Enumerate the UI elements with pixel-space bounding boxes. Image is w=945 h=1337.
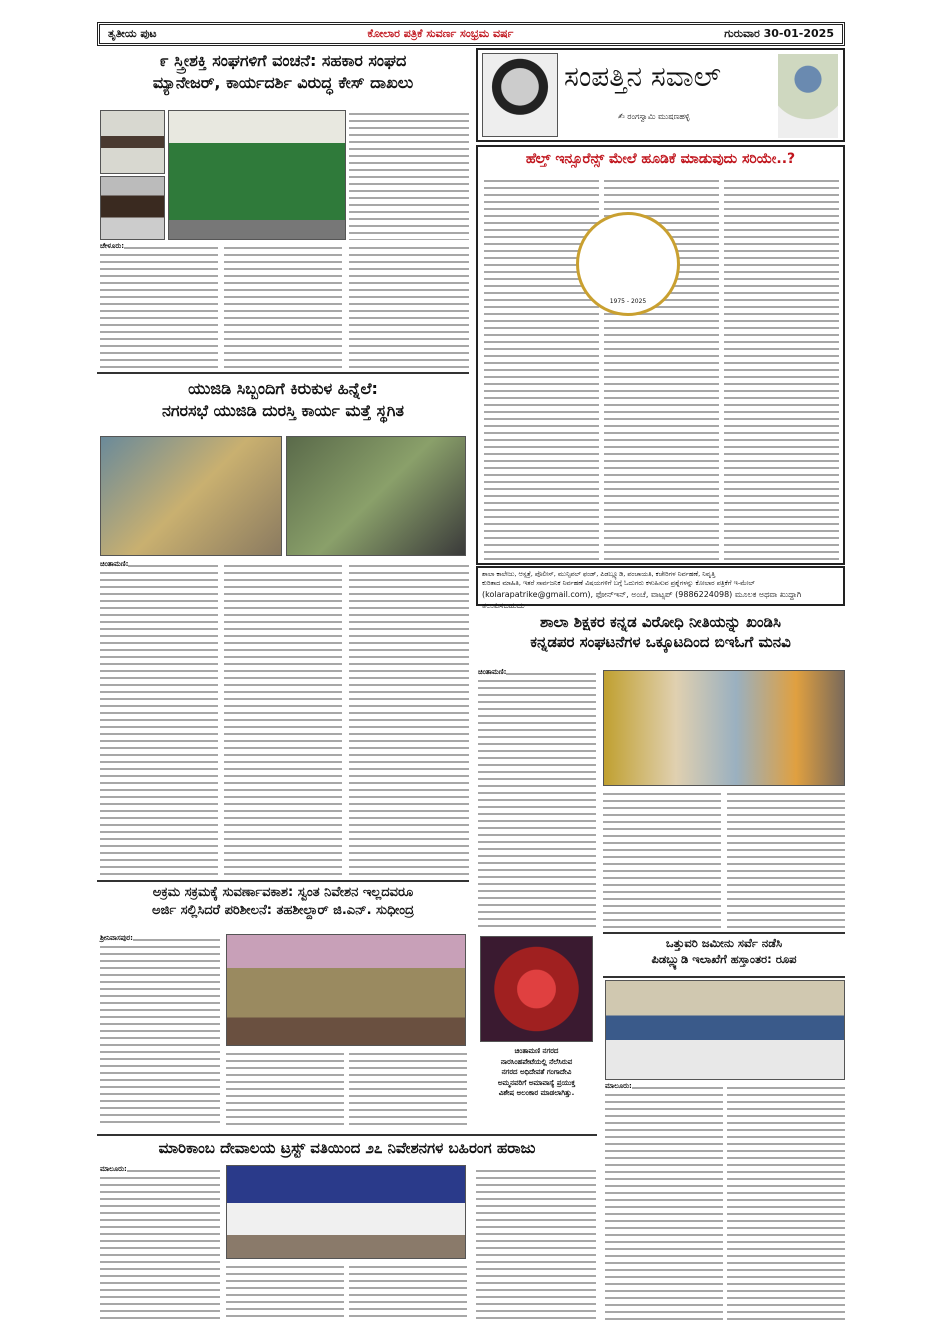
dateline: ಶ್ರೀನಿವಾಸಪುರ: [100, 934, 133, 942]
headline-line: ಕನ್ನಡಪರ ಸಂಘಟನೆಗಳ ಒಕ್ಕೂಟದಿಂದ ಬಿಇಓಗೆ ಮನವಿ [530, 633, 791, 652]
goddess-photo [480, 936, 593, 1042]
body-text [100, 562, 218, 876]
body-text [727, 790, 845, 928]
anniversary-logo [576, 212, 680, 316]
trust-meeting-photo [226, 1165, 466, 1259]
dateline: ಮಾಲೂರು: [605, 1082, 632, 1090]
body-text [349, 562, 469, 876]
protest-photo [603, 670, 845, 786]
body-text [349, 244, 469, 368]
body-text [349, 1263, 467, 1320]
caption-line: ವಿಶೇಷ ಅಲಂಕಾರ ಮಾಡಲಾಗಿತ್ತು. [498, 1089, 575, 1097]
dateline: ಮಾಲೂರು: [100, 1165, 127, 1173]
story5-headline [603, 936, 845, 967]
column-author: ✍ ರಂಗಸ್ವಾಮಿ ಮುಷಣಹಳ್ಳಿ [618, 112, 690, 121]
ugd-photo [286, 436, 466, 556]
headline-line: ಒತ್ತುವರಿ ಜಮೀನು ಸರ್ವೆ ನಡೆಸಿ [665, 936, 783, 950]
body-text [100, 1167, 220, 1320]
headline-line: ನಗರಸಭೆ ಯುಜಿಡಿ ದುರಸ್ತಿ ಕಾರ್ಯ ಮತ್ತೆ ಸ್ಥಗಿತ [161, 400, 405, 420]
money-plant-icon [778, 54, 838, 138]
headline-line: ಅಕ್ರಮ ಸಕ್ರಮಕ್ಕೆ ಸುವರ್ಣಾವಕಾಶ: ಸ್ವಂತ ನಿವೇಶನ ಇಲ್ಲದವರೂ [152, 885, 414, 900]
page-number: ತೃತೀಯ ಪುಟ [108, 27, 157, 40]
body-text [724, 177, 839, 561]
date: ಗುರುವಾರ 30-01-2025 [724, 27, 834, 40]
headline-line: ಮ್ಯಾನೇಜರ್, ಕಾರ್ಯದರ್ಶಿ ವಿರುದ್ಧ ಕೇಸ್ ದಾಖಲು [152, 72, 414, 92]
story6-headline: ಮಾರಿಕಾಂಬ ದೇವಾಲಯ ಟ್ರಸ್ಟ್ ವತಿಯಿಂದ ೨೭ ನಿವೇಶನಗಳ ಬಹಿರಂಗ ಹರಾಜು [158, 1139, 536, 1157]
dateline: ಚಿಂತಾಮಣಿ: [100, 560, 129, 568]
headline-line: ಶಾಲಾ ಶಿಕ್ಷಕರ ಕನ್ನಡ ವಿರೋಧಿ ನೀತಿಯನ್ನು ಖಂಡಿಸಿ [540, 613, 781, 631]
body-text [226, 1263, 344, 1320]
body-text [100, 244, 218, 368]
banner: ಕೋಲಾರ ಪತ್ರಿಕೆ ಸುವರ್ಣ ಸಂಭ್ರಮ ವರ್ಷ [367, 27, 514, 40]
survey-photo [605, 980, 845, 1080]
caption-line: ಚಿಂತಾಮಣಿ ನಗರದ [514, 1047, 559, 1055]
body-text [484, 177, 599, 561]
column-body [476, 145, 845, 565]
story2-headline [97, 378, 469, 421]
notice-line: ಶಾಲಾ ಕಾಲೇಜು, ಆಸ್ಪತ್ರೆ, ಪೊಲೀಸ್, ಮುನ್ಸಿಪಲ್ ಫಂಡ್, ಪಿಡಬ್ಲ್ಯೂಡಿ, ಪಂಚಾಯತಿ, ಕಚೇರಿಗಳ ನಿರ್ವಹಣೆ, ನಿವೃತ್ತಿ [482, 570, 716, 578]
body-text [727, 1084, 845, 1320]
notice-line: (kolarapatrike@gmail.com), ಫೋನ್‌ಇನ್, ಅಂಚೆ, ವಾಟ್ಸಪ್ (9886224098) ಮೂಲಕ ಅಥವಾ ಖುದ್ದಾಗಿ ತಲುಪಿಸಬಹುದು [482, 589, 802, 611]
dateline: ಚೇಳೂರು: [100, 242, 125, 250]
body-text [605, 1084, 723, 1320]
notice-box [476, 566, 845, 611]
body-text [224, 244, 342, 368]
body-text [349, 1050, 467, 1128]
author-photo [482, 53, 558, 137]
headline-line: ಯುಜಿಡಿ ಸಿಬ್ಬಂದಿಗೆ ಕಿರುಕುಳ ಹಿನ್ನೆಲೆ: [188, 379, 378, 398]
ugd-photo [100, 436, 282, 556]
notice-line: ಕುರಿತಾದ ಮಾಹಿತಿ, ಇತರೆ ಸಾರ್ವಜನಿಕ ನಿರ್ವಹಣೆ ವಿಷಯಗಳಿಗೆ ಬಗ್ಗೆ ಓದುಗರು ಕಳುಹಿಸುವ ಪ್ರಶ್ನೆಗಳನ್ನು ಕೋಲಾರ ಪತ್ರಿಕೆಗೆ ಇ-ಮೇಲ್ [482, 579, 755, 588]
headline-line: ಅರ್ಜಿ ಸಲ್ಲಿಸಿದರೆ ಪರಿಶೀಲನೆ: ತಹಶೀಲ್ದಾರ್ ಜಿ.ಎನ್. ಸುಧೀಂದ್ರ [152, 902, 414, 918]
dateline: ಚಿಂತಾಮಣಿ: [478, 668, 507, 676]
story4-headline [97, 884, 469, 919]
portrait-photo [100, 176, 165, 240]
page-header [97, 22, 845, 46]
column-headline: ಹೆಲ್ತ್ ಇನ್ಸೂರೆನ್ಸ್ ಮೇಲೆ ಹೂಡಿಕೆ ಮಾಡುವುದು ಸರಿಯೇ..? [525, 151, 796, 167]
body-text [224, 562, 342, 876]
logo-years: 1975 - 2025 [609, 298, 647, 305]
author-name: ರಂಗಸ್ವಾಮಿ ಮುಷಣಹಳ್ಳಿ [627, 112, 690, 121]
body-text [476, 1167, 596, 1320]
column-header [476, 48, 845, 142]
body-text [226, 1050, 344, 1128]
headline-line: ಪಿಡಬ್ಲ್ಯುಡಿ ಇಲಾಖೆಗೆ ಹಸ್ತಾಂತರ: ರೂಪ [651, 951, 797, 966]
meeting-photo [226, 934, 466, 1046]
portrait-photo [100, 110, 165, 174]
bank-sign-photo [168, 110, 346, 240]
photo-caption [480, 1046, 593, 1099]
column-title: ಸಂಪತ್ತಿನ ಸವಾಲ್ [564, 60, 721, 93]
story1-headline [97, 50, 469, 93]
body-text [100, 936, 220, 1128]
caption-line: ನಾರಸಿಂಹಪೇಟೆಯಲ್ಲಿ ನೆಲೆಸಿರುವ [500, 1057, 573, 1066]
headline-line: ೯ ಸ್ತ್ರೀಶಕ್ತಿ ಸಂಘಗಳಿಗೆ ವಂಚನೆ: ಸಹಕಾರ ಸಂಘದ [159, 51, 407, 70]
story3-headline [476, 612, 845, 653]
body-text [349, 110, 469, 240]
caption-line: ನಗರದ ಅಧಿದೇವತೆ ಗಂಗಾದೇವಿ [501, 1068, 572, 1076]
caption-line: ಅಮ್ಮನವರಿಗೆ ಅಮಾವಾಸ್ಯೆ ಪ್ರಯುಕ್ತ [497, 1078, 576, 1087]
body-text [478, 670, 596, 928]
body-text [603, 790, 721, 928]
